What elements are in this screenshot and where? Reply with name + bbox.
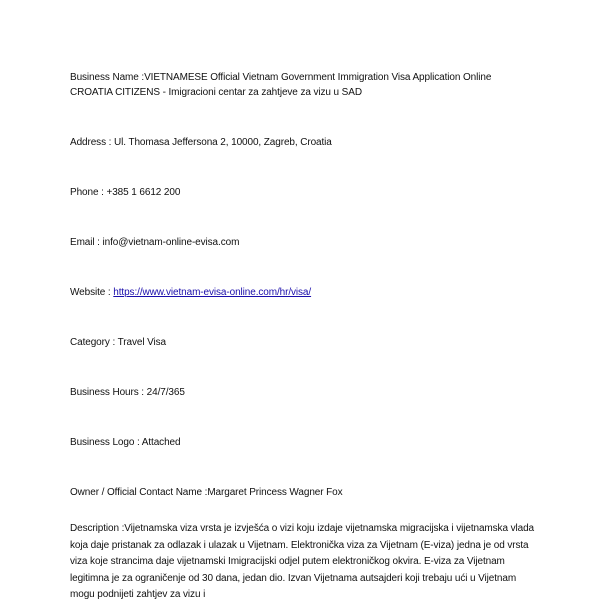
- phone-line: Phone : +385 1 6612 200: [70, 187, 181, 198]
- business-name-line2: CROATIA CITIZENS - Imigracioni centar za zahtjeve za vizu u SAD: [70, 87, 362, 98]
- description-paragraph: Description :Vijetnamska viza vrsta je izvješća o vizi koju izdaje vijetnamska migracijska i vijetnamska vlada koja daje pristanak za odlazak i ulazak u Vijetnam. Elektronička viza za Vijetnam (E-viza) jedna je od vrsta viza koje strancima daje vijetnamski Imigracijski odjel putem elektroničkog okvira. E-viza za Vijetnam legitimna je za ograničenje od 30 dana, jedan dio. Izvan Vijetnama autsajderi koji trebaju ući u Vijetnam mogu podnijeti zahtjev za vizu i: [70, 523, 534, 600]
- business-hours-line: Business Hours : 24/7/365: [70, 387, 185, 398]
- category-line: Category : Travel Visa: [70, 337, 166, 348]
- website-link[interactable]: https://www.vietnam-evisa-online.com/hr/visa/: [113, 287, 312, 298]
- website-label: Website :: [70, 287, 114, 298]
- address-line: Address : Ul. Thomasa Jeffersona 2, 10000, Zagreb, Croatia: [70, 137, 332, 148]
- business-name-line1: Business Name :VIETNAMESE Official Vietnam Government Immigration Visa Application Online: [70, 72, 492, 83]
- email-line: Email : info@vietnam-online-evisa.com: [70, 237, 240, 248]
- owner-line: Owner / Official Contact Name :Margaret Princess Wagner Fox: [70, 487, 343, 498]
- business-logo-line: Business Logo : Attached: [70, 437, 181, 448]
- website-line: [70, 286, 311, 299]
